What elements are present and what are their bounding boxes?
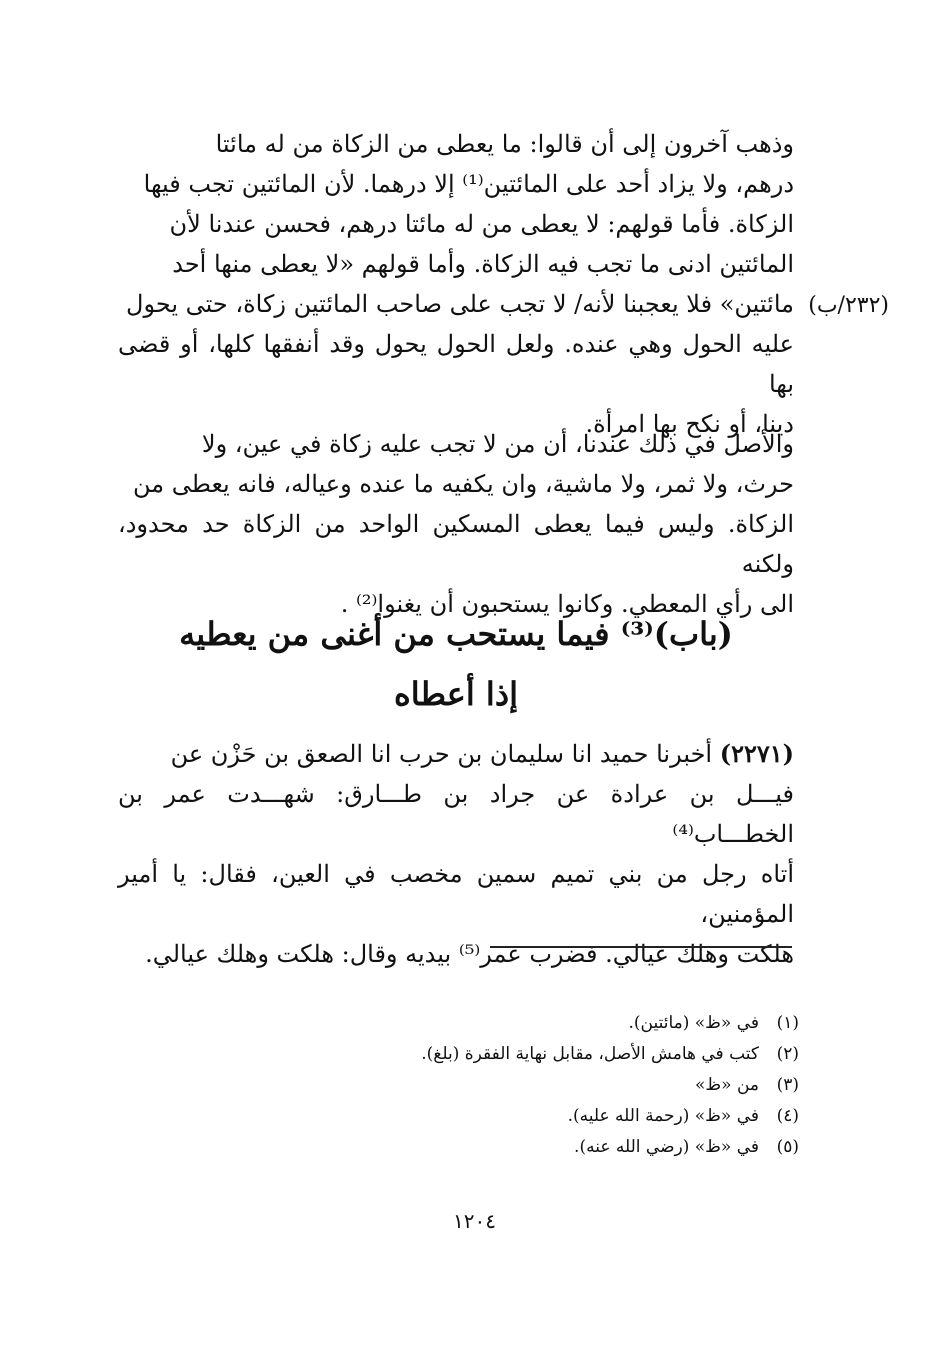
text-line: وذهب آخرون إلى أن قالوا: ما يعطى من الزكاة من له مائتا [215, 130, 794, 158]
text-line: هلكت وهلك عيالي. فضرب عمر⁽⁵⁾ بيديه وقال: هلكت وهلك عيالي. [145, 940, 794, 968]
footnote [199, 1070, 799, 1101]
footnote-number: (١) [776, 1013, 799, 1033]
footnote-number: (٢) [776, 1044, 799, 1064]
footnote-text: كتب في هامش الأصل، مقابل نهاية الفقرة (بلغ). [421, 1044, 759, 1064]
text-line: عليه الحول وهي عنده. ولعل الحول يحول وقد أنفقها كلها، أو قضى بها [118, 330, 795, 398]
text-line: المائتين ادنى ما تجب فيه الزكاة. وأما قولهم «لا يعطى منها أحد [172, 250, 794, 278]
text-line: والأصل في ذلك عندنا، أن من لا تجب عليه زكاة في عين، ولا [201, 430, 794, 458]
footnote-number: (٣) [776, 1075, 799, 1095]
margin-folio-note: (٢٣٢/ب) [808, 293, 889, 318]
chapter-heading-line-2: إذا أعطاه [394, 675, 518, 713]
text-line: الزكاة. وليس فيما يعطى المسكين الواحد من الزكاة حد محدود، ولكنه [118, 510, 794, 578]
footnote-text: في «ظ» (رضي الله عنه). [574, 1137, 759, 1157]
hadith-number: (٢٢٧١) [719, 739, 794, 768]
footnote-text: من «ظ» [695, 1075, 759, 1095]
hadith-first-line: أخبرنا حميد انا سليمان بن حرب انا الصعق بن حَزْن عن [170, 740, 713, 768]
paragraph-2 [118, 424, 794, 624]
footnote [199, 1132, 799, 1163]
text-line: حرث، ولا ثمر، ولا ماشية، وان يكفيه ما عنده وعياله، فانه يعطى من [133, 470, 794, 498]
text-line: فيـــل بن عرادة عن جراد بن طـــارق: شهـــدت عمر بن الخطـــاب⁽⁴⁾ [118, 780, 794, 848]
text-line [118, 734, 794, 774]
footnote [199, 1008, 799, 1039]
text-line: دينا، أو نكح بها امرأة. [585, 410, 794, 438]
chapter-heading-line-1: (باب)⁽³⁾ فيما يستحب من أغنى من يعطيه [179, 615, 733, 653]
footnote-number: (٥) [776, 1137, 799, 1157]
footnotes [199, 1008, 799, 1163]
footnote-divider [490, 946, 792, 948]
paragraph-1 [118, 124, 794, 444]
page-number: ١٢٠٤ [453, 1209, 496, 1233]
text-line: مائتين» فلا يعجبنا لأنه/ لا تجب على صاحب المائتين زكاة، حتى يحول [126, 290, 794, 318]
footnote-text: في «ظ» (رحمة الله عليه). [567, 1106, 759, 1126]
footnote-number: (٤) [776, 1106, 799, 1126]
text-line: درهم، ولا يزاد أحد على المائتين⁽¹⁾ إلا درهما. لأن المائتين تجب فيها [143, 170, 794, 198]
hadith-paragraph [118, 734, 794, 974]
footnote [199, 1101, 799, 1132]
footnote [199, 1039, 799, 1070]
text-line: الزكاة. فأما قولهم: لا يعطى من له مائتا درهم، فحسن عندنا لأن [169, 210, 794, 238]
text-line: الى رأي المعطي. وكانوا يستحبون أن يغنوا⁽²⁾ . [340, 590, 794, 618]
footnote-text: في «ظ» (مائتين). [628, 1013, 759, 1033]
text-line: أتاه رجل من بني تميم سمين مخصب في العين، فقال: يا أمير المؤمنين، [118, 860, 794, 928]
